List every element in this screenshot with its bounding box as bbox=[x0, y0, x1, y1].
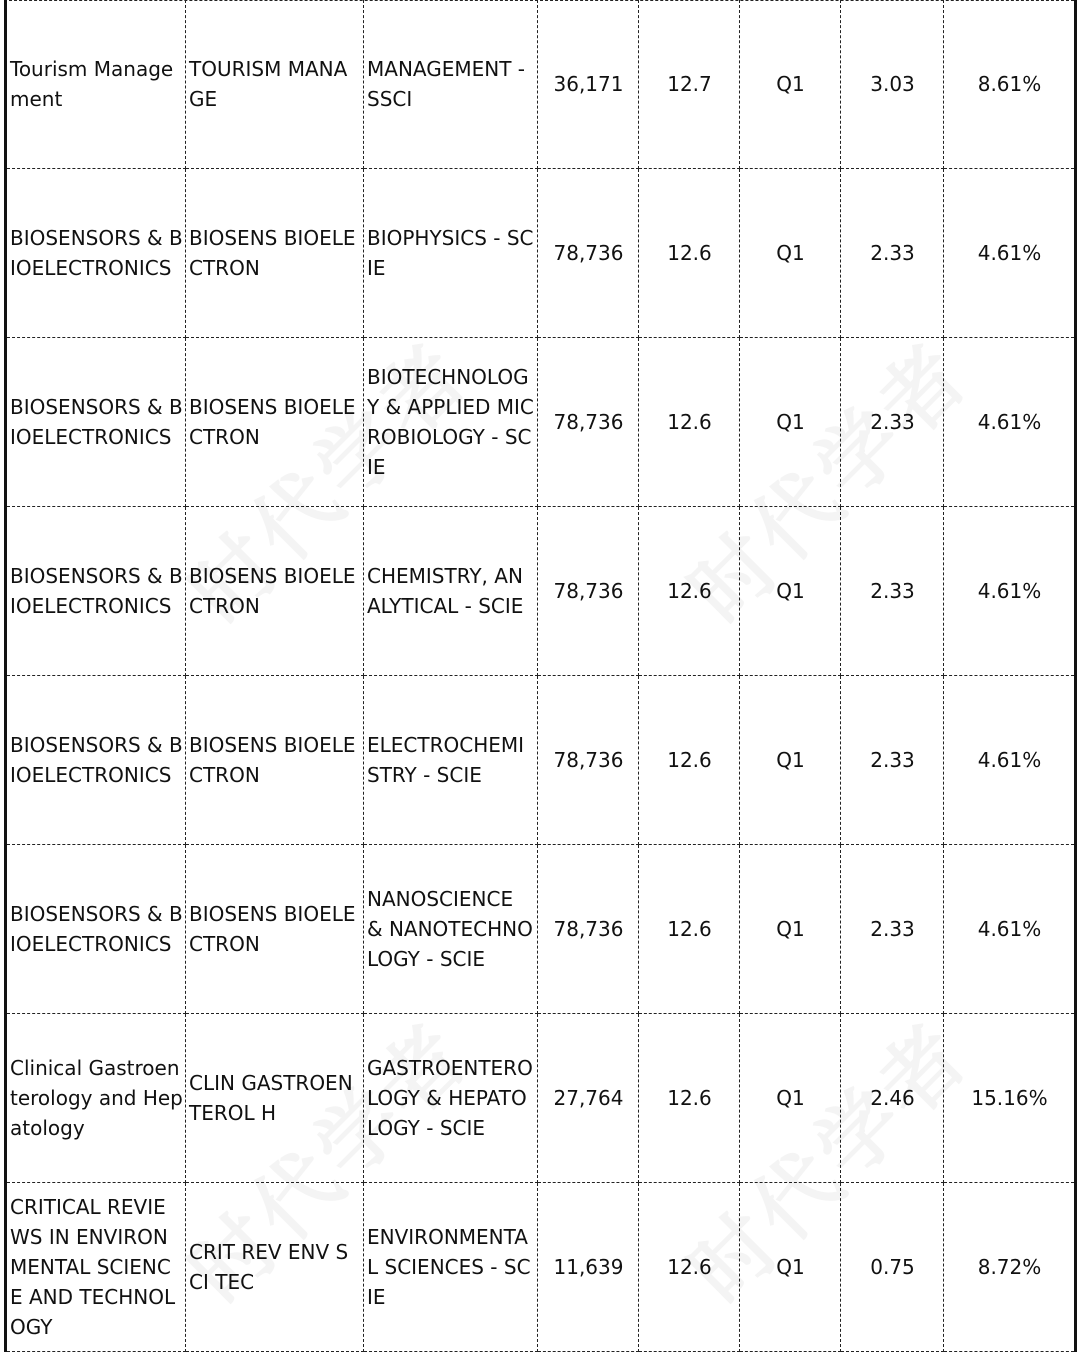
quartile-cell: Q1 bbox=[740, 507, 841, 676]
journal-full-title-cell: BIOSENSORS & BIOELECTRONICS bbox=[6, 169, 186, 338]
table-row bbox=[6, 1014, 1076, 1183]
category-cell: ENVIRONMENTAL SCIENCES - SCIE bbox=[364, 1183, 538, 1352]
oa-percent-cell: 4.61% bbox=[944, 338, 1076, 507]
oa-percent-cell: 8.61% bbox=[944, 0, 1076, 169]
category-cell: BIOPHYSICS - SCIE bbox=[364, 169, 538, 338]
impact-factor-cell: 12.6 bbox=[639, 845, 740, 1014]
table-row bbox=[6, 338, 1076, 507]
journal-full-title-cell: BIOSENSORS & BIOELECTRONICS bbox=[6, 338, 186, 507]
category-cell: GASTROENTEROLOGY & HEPATOLOGY - SCIE bbox=[364, 1014, 538, 1183]
journal-full-title-cell: BIOSENSORS & BIOELECTRONICS bbox=[6, 507, 186, 676]
journal-ranking-table bbox=[4, 0, 1077, 1352]
citations-cell: 27,764 bbox=[538, 1014, 639, 1183]
oa-percent-cell: 4.61% bbox=[944, 507, 1076, 676]
jci-cell: 2.33 bbox=[841, 845, 944, 1014]
quartile-cell: Q1 bbox=[740, 845, 841, 1014]
jci-cell: 3.03 bbox=[841, 0, 944, 169]
citations-cell: 78,736 bbox=[538, 845, 639, 1014]
journal-abbreviation-cell: BIOSENS BIOELECTRON bbox=[186, 845, 364, 1014]
table-row bbox=[6, 1183, 1076, 1352]
category-cell: MANAGEMENT - SSCI bbox=[364, 0, 538, 169]
impact-factor-cell: 12.6 bbox=[639, 169, 740, 338]
quartile-cell: Q1 bbox=[740, 169, 841, 338]
impact-factor-cell: 12.6 bbox=[639, 1014, 740, 1183]
quartile-cell: Q1 bbox=[740, 1014, 841, 1183]
journal-full-title-cell: BIOSENSORS & BIOELECTRONICS bbox=[6, 845, 186, 1014]
quartile-cell: Q1 bbox=[740, 1183, 841, 1352]
journal-full-title-cell: BIOSENSORS & BIOELECTRONICS bbox=[6, 676, 186, 845]
citations-cell: 11,639 bbox=[538, 1183, 639, 1352]
category-cell: BIOTECHNOLOGY & APPLIED MICROBIOLOGY - SCIE bbox=[364, 338, 538, 507]
journal-full-title-cell: Clinical Gastroenterology and Hepatology bbox=[6, 1014, 186, 1183]
oa-percent-cell: 4.61% bbox=[944, 676, 1076, 845]
journal-full-title-cell: CRITICAL REVIEWS IN ENVIRONMENTAL SCIENCE AND TECHNOLOGY bbox=[6, 1183, 186, 1352]
category-cell: NANOSCIENCE & NANOTECHNOLOGY - SCIE bbox=[364, 845, 538, 1014]
journal-full-title-cell: Tourism Management bbox=[6, 0, 186, 169]
citations-cell: 78,736 bbox=[538, 338, 639, 507]
quartile-cell: Q1 bbox=[740, 0, 841, 169]
table-row bbox=[6, 676, 1076, 845]
jci-cell: 2.46 bbox=[841, 1014, 944, 1183]
citations-cell: 78,736 bbox=[538, 507, 639, 676]
impact-factor-cell: 12.7 bbox=[639, 0, 740, 169]
journal-abbreviation-cell: BIOSENS BIOELECTRON bbox=[186, 676, 364, 845]
journal-abbreviation-cell: CRIT REV ENV SCI TEC bbox=[186, 1183, 364, 1352]
jci-cell: 0.75 bbox=[841, 1183, 944, 1352]
impact-factor-cell: 12.6 bbox=[639, 507, 740, 676]
oa-percent-cell: 15.16% bbox=[944, 1014, 1076, 1183]
table-row bbox=[6, 507, 1076, 676]
jci-cell: 2.33 bbox=[841, 676, 944, 845]
citations-cell: 36,171 bbox=[538, 0, 639, 169]
journal-abbreviation-cell: BIOSENS BIOELECTRON bbox=[186, 338, 364, 507]
journal-abbreviation-cell: BIOSENS BIOELECTRON bbox=[186, 507, 364, 676]
quartile-cell: Q1 bbox=[740, 338, 841, 507]
table-row bbox=[6, 0, 1076, 169]
impact-factor-cell: 12.6 bbox=[639, 1183, 740, 1352]
impact-factor-cell: 12.6 bbox=[639, 676, 740, 845]
quartile-cell: Q1 bbox=[740, 676, 841, 845]
jci-cell: 2.33 bbox=[841, 507, 944, 676]
impact-factor-cell: 12.6 bbox=[639, 338, 740, 507]
table-body bbox=[6, 0, 1076, 1352]
oa-percent-cell: 4.61% bbox=[944, 169, 1076, 338]
citations-cell: 78,736 bbox=[538, 169, 639, 338]
journal-abbreviation-cell: CLIN GASTROENTEROL H bbox=[186, 1014, 364, 1183]
oa-percent-cell: 4.61% bbox=[944, 845, 1076, 1014]
category-cell: CHEMISTRY, ANALYTICAL - SCIE bbox=[364, 507, 538, 676]
category-cell: ELECTROCHEMISTRY - SCIE bbox=[364, 676, 538, 845]
table-row bbox=[6, 845, 1076, 1014]
citations-cell: 78,736 bbox=[538, 676, 639, 845]
journal-abbreviation-cell: BIOSENS BIOELECTRON bbox=[186, 169, 364, 338]
oa-percent-cell: 8.72% bbox=[944, 1183, 1076, 1352]
journal-abbreviation-cell: TOURISM MANAGE bbox=[186, 0, 364, 169]
jci-cell: 2.33 bbox=[841, 169, 944, 338]
table-row bbox=[6, 169, 1076, 338]
jci-cell: 2.33 bbox=[841, 338, 944, 507]
